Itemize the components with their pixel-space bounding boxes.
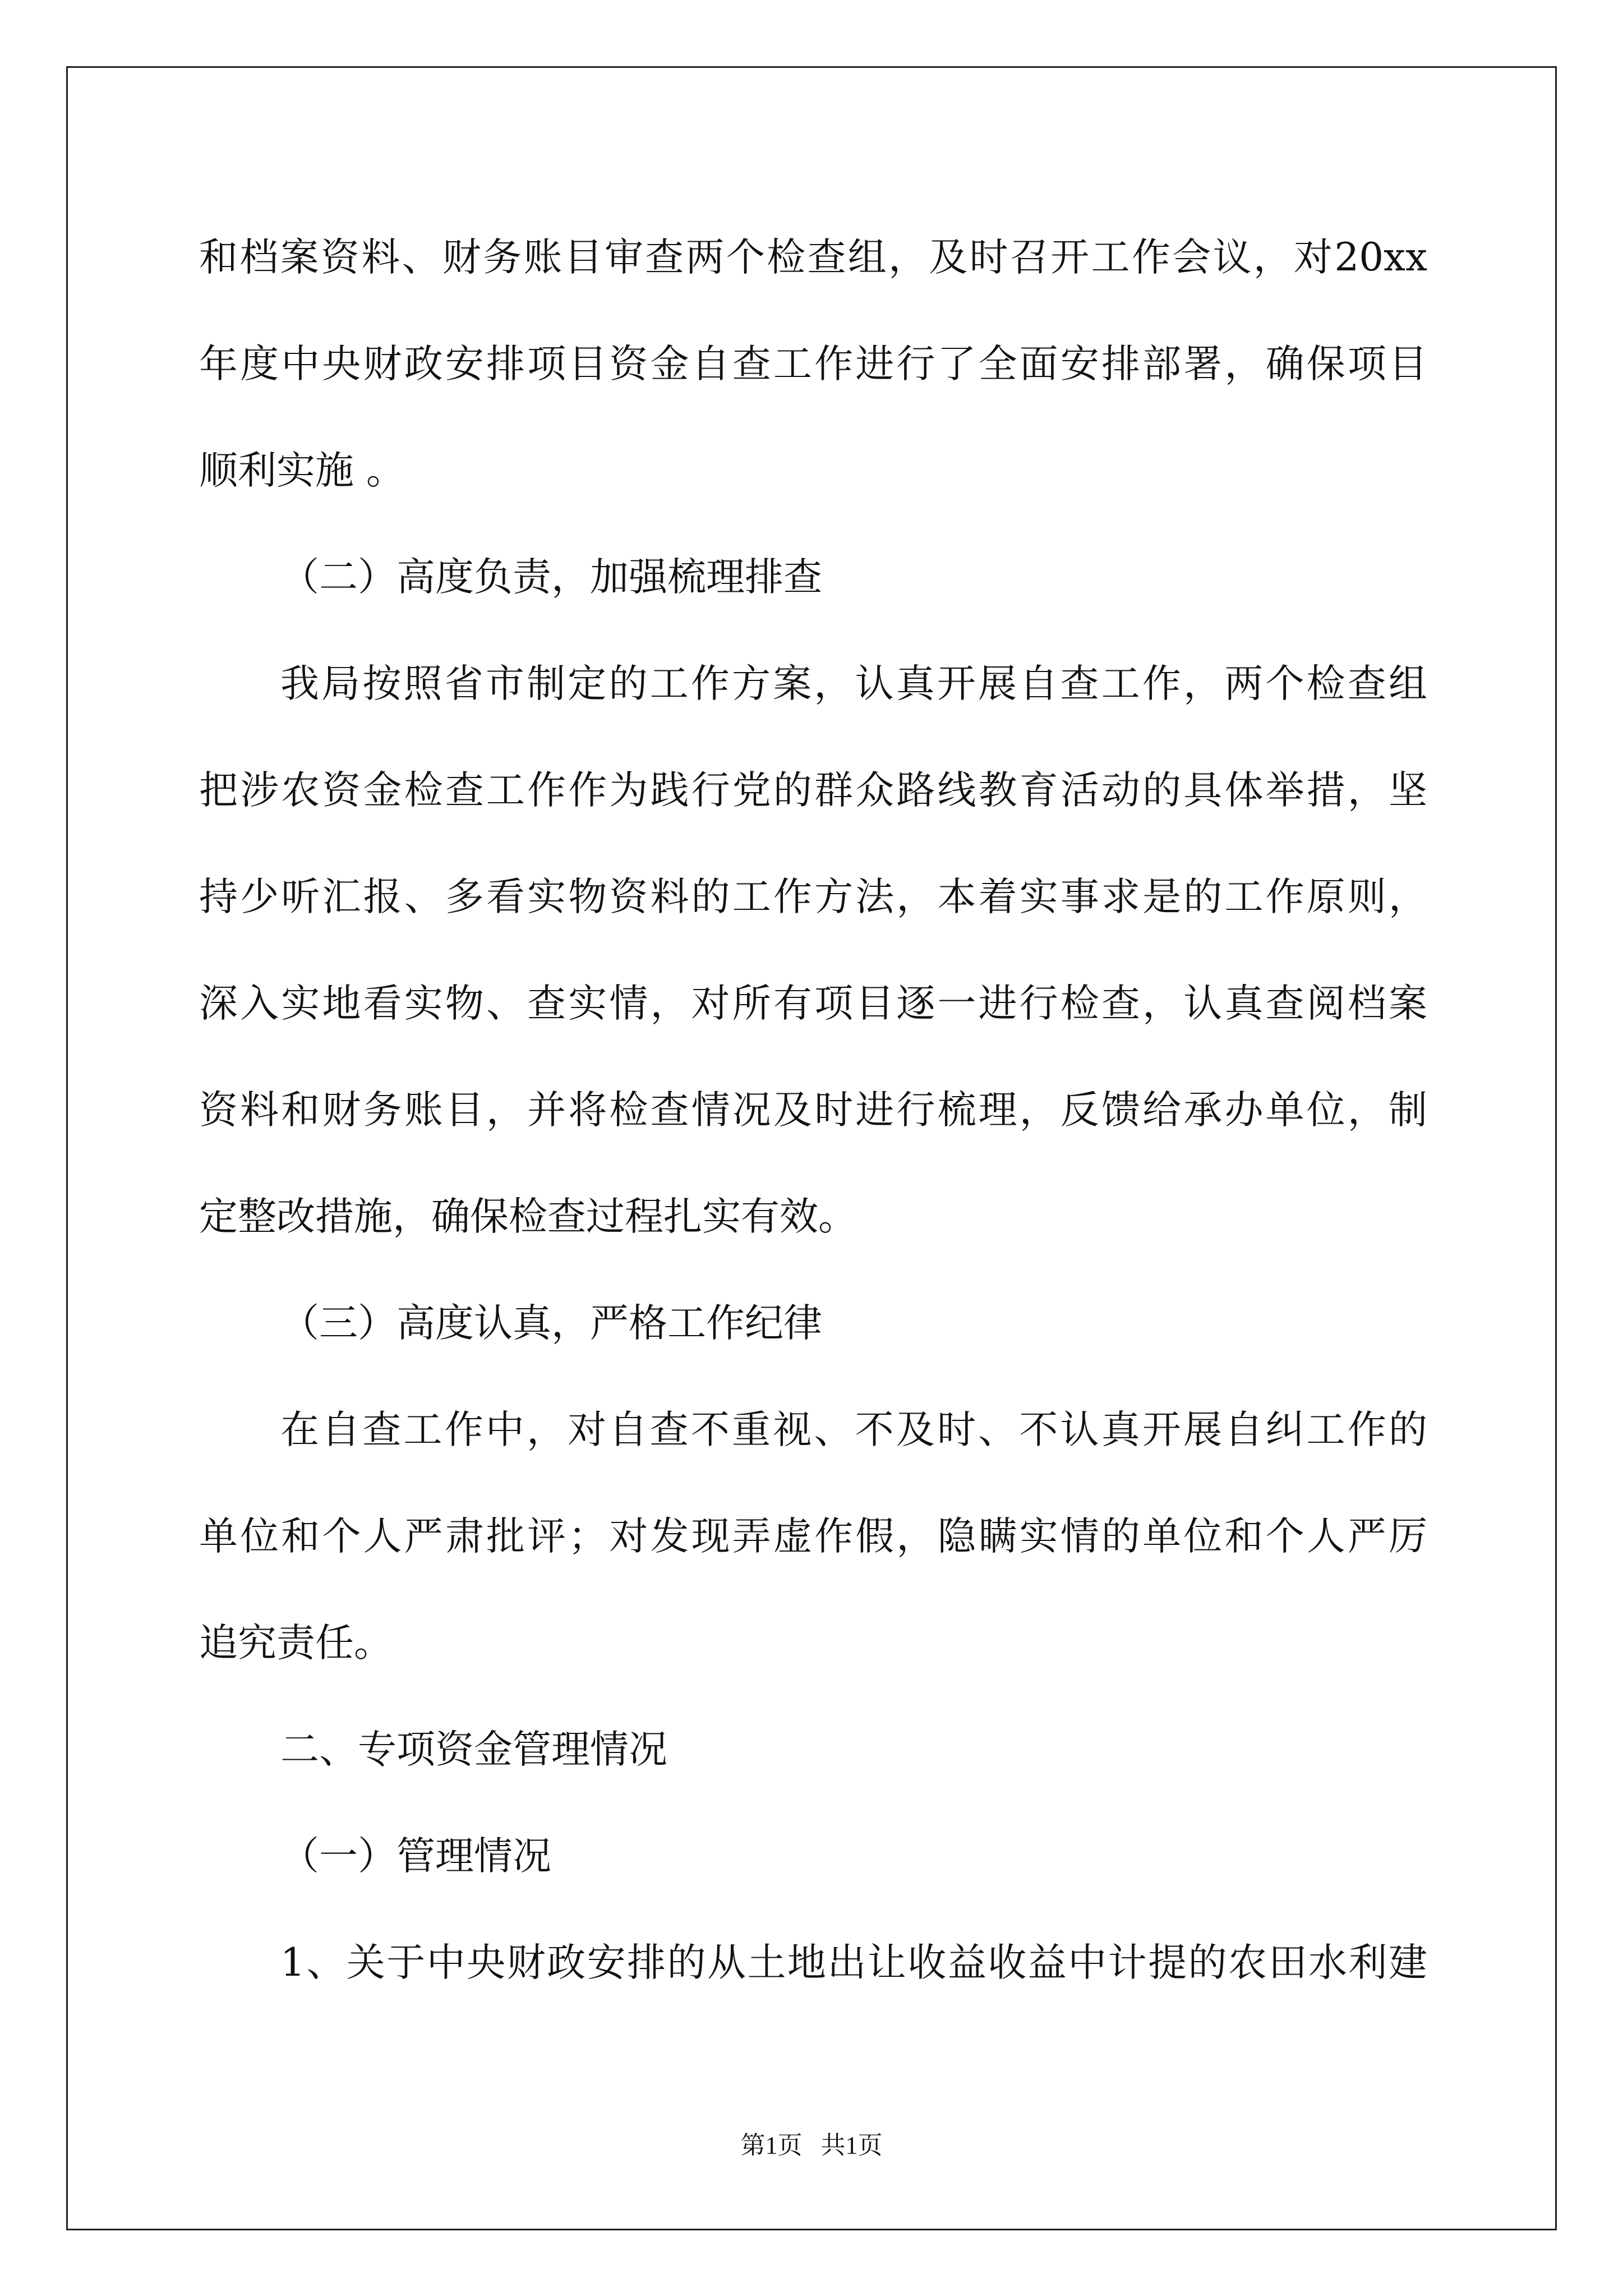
text-line: 持少听汇报、多看实物资料的工作方法，本着实事求是的工作原则， bbox=[199, 875, 1427, 919]
text-line: 把涉农资金检查工作作为践行党的群众路线教育活动的具体举措，坚 bbox=[199, 768, 1427, 813]
text-line: 顺利实施 。 bbox=[199, 448, 405, 493]
section-heading: （二）高度负责，加强梳理排查 bbox=[280, 555, 822, 600]
text-line: 定整改措施，确保检查过程扎实有效。 bbox=[199, 1194, 857, 1239]
text-line: 我局按照省市制定的工作方案，认真开展自查工作，两个检查组 bbox=[280, 661, 1427, 706]
page-border bbox=[66, 66, 1557, 2230]
section-heading: 二、专项资金管理情况 bbox=[280, 1727, 667, 1772]
text-line: 单位和个人严肃批评；对发现弄虚作假，隐瞒实情的单位和个人严厉 bbox=[199, 1514, 1427, 1559]
section-heading: （一）管理情况 bbox=[280, 1834, 551, 1879]
text-line: 资料和财务账目，并将检查情况及时进行梳理，反馈给承办单位，制 bbox=[199, 1088, 1427, 1133]
page-footer: 第1页 共1页 bbox=[740, 2132, 883, 2159]
text-line: 在自查工作中，对自查不重视、不及时、不认真开展自纠工作的 bbox=[280, 1407, 1427, 1452]
section-heading: （三）高度认真，严格工作纪律 bbox=[280, 1301, 822, 1346]
text-line: 年度中央财政安排项目资金自查工作进行了全面安排部署，确保项目 bbox=[199, 342, 1427, 386]
text-line: 和档案资料、财务账目审查两个检查组，及时召开工作会议，对20xx bbox=[199, 235, 1427, 280]
text-line: 追究责任。 bbox=[199, 1621, 393, 1665]
text-line: 1、关于中央财政安排的从土地出让收益收益中计提的农田水利建 bbox=[280, 1940, 1427, 1985]
text-line: 深入实地看实物、查实情，对所有项目逐一进行检查，认真查阅档案 bbox=[199, 981, 1427, 1026]
